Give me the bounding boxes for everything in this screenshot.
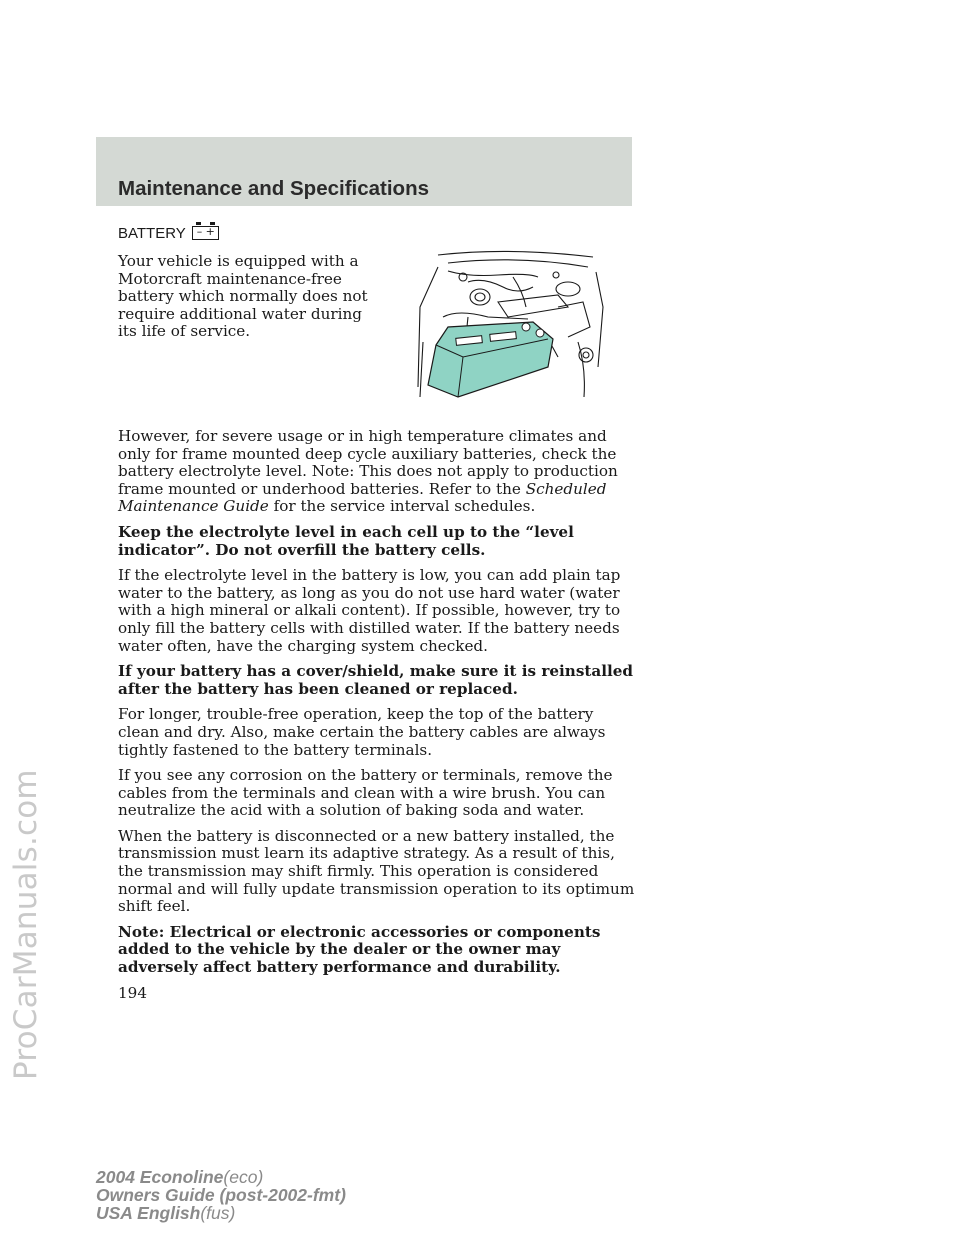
section-title: BATTERY	[118, 225, 186, 243]
minus-sign: –	[196, 225, 203, 238]
paragraph-level-indicator: Keep the electrolyte level in each cell up to the “level indicator”. Do not overfill the battery cells.	[118, 522, 574, 559]
page-title: Maintenance and Specifications	[118, 177, 429, 200]
paragraph-cover-shield: If your battery has a cover/shield, make sure it is reinstalled after the battery has been cleaned or replaced.	[118, 662, 634, 698]
section-header	[96, 137, 632, 206]
intro-block	[118, 253, 383, 428]
battery-icon	[192, 226, 219, 240]
paragraph-keep-clean: For longer, trouble-free operation, keep the top of the battery clean and dry. Also, make certain the battery cables are always tightly fastened to the battery terminals.	[118, 705, 606, 759]
footer-line-guide: Owners Guide (post-2002-fmt)	[96, 1185, 346, 1205]
watermark	[0, 0, 70, 1242]
engine-compartment-illustration	[408, 247, 608, 407]
footer-line-language: USA English(fus)	[96, 1203, 236, 1223]
paragraph-accessories-note: Note: Electrical or electronic accessories or components added to the vehicle by the dealer or the owner may adversely affect battery performance and durability.	[118, 922, 601, 977]
watermark-text: ProCarManuals.com	[8, 769, 44, 1080]
paragraph-intro: Your vehicle is equipped with a Motorcraft maintenance-free battery which normally does not require additional water during its life of service.	[118, 252, 368, 341]
footer-line-model: 2004 Econoline(eco)	[96, 1167, 264, 1187]
paragraph-add-water: If the electrolyte level in the battery is low, you can add plain tap water to the battery, as long as you do not use hard water (water with a high mineral or alkali content). If possible, however, try to only fill the battery cells with distilled water. If the battery needs water often, have the charging system checked.	[118, 566, 621, 655]
plus-sign: +	[205, 225, 215, 238]
section-heading	[118, 223, 638, 245]
page-number: 194	[118, 983, 147, 1002]
scheduled-maintenance-guide-ref: Scheduled Maintenance Guide	[118, 479, 607, 516]
paragraph-severe-usage: However, for severe usage or in high temperature climates and only for frame mounted deep cycle auxiliary batteries, check the battery electrolyte level. Note: This does not apply to production frame mounted or underhood batteries. Refer to the Scheduled Maintenance Guide for the service interval schedules.	[118, 427, 618, 516]
document-footer	[96, 1168, 346, 1222]
page-content	[118, 223, 638, 1002]
battery-shape	[428, 322, 553, 397]
paragraph-adaptive-strategy: When the battery is disconnected or a new battery installed, the transmission must learn its adaptive strategy. As a result of this, the transmission may shift firmly. This operation is considered normal and will fully update transmission operation to its optimum shift feel.	[118, 826, 635, 916]
paragraph-corrosion: If you see any corrosion on the battery or terminals, remove the cables from the terminals and clean with a wire brush. You can neutralize the acid with a solution of baking soda and water.	[118, 766, 613, 820]
